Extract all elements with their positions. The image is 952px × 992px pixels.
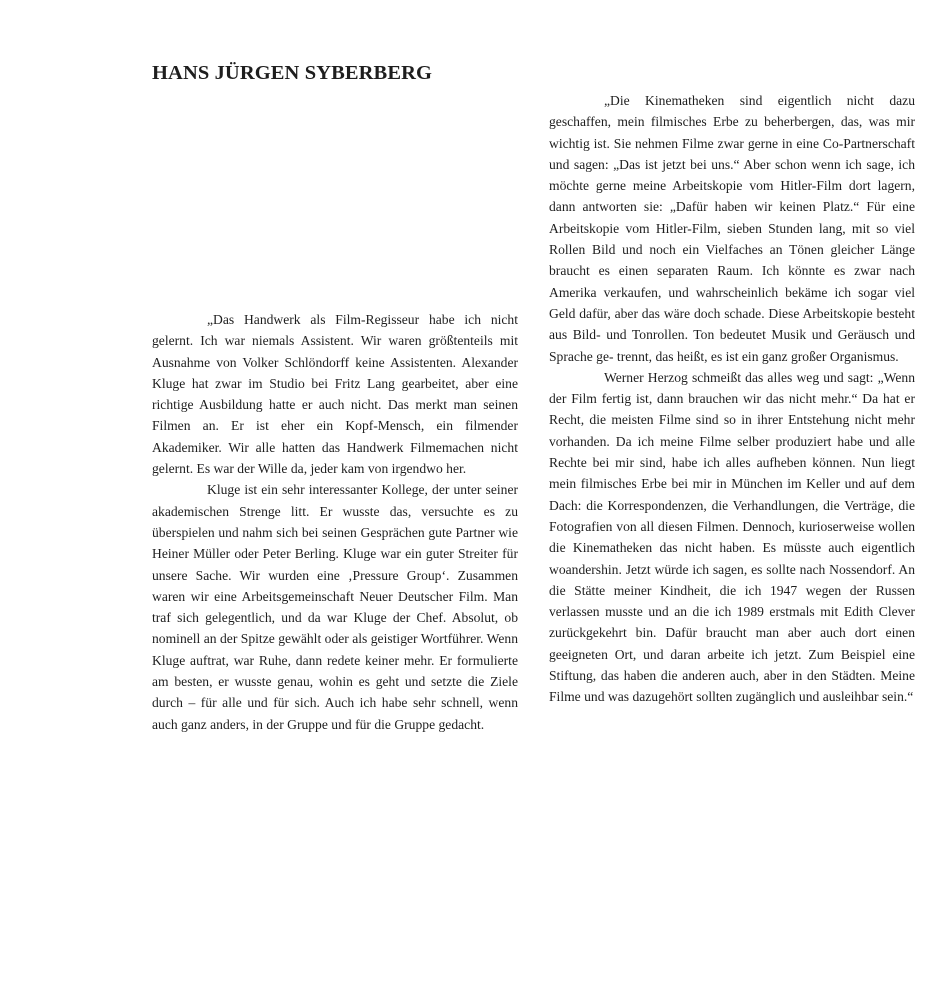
paragraph: „Das Handwerk als Film-Regisseur habe ich nicht gelernt. Ich war niemals Assistent. Wir waren größtenteils mit Ausnahme von Volker Schlöndorff keine Assistenten. Alexander Kluge hat zwar im Studio bei Fritz Lang gearbeitet, aber eine richtige Ausbildung hatte er auch nicht. Das merkt man seinen Filmen an. Er ist eher ein Kopf-Mensch, ein filmender Akademiker. Wir alle hatten das Handwerk Filmemachen nicht gelernt. Es war der Wille da, jeder kam von irgendwo her. — [152, 312, 518, 477]
paragraph: Werner Herzog schmeißt das alles weg und sagt: „Wenn der Film fertig ist, dann brauchen wir das nicht mehr.“ Da hat er Recht, die meisten Filme sind so in ihrer Entstehung nicht mehr vorhanden. Da ich meine Filme selber produziert habe und alle Rechte bei mir sind, habe ich alles aufheben können. Nun liegt mein filmisches Erbe bei mir in München im Keller und auf dem Dach: die Korrespondenzen, die Verhandlungen, die Verträge, die Fotografien von all diesen Filmen. Dennoch, kurioserweise wollen die Kinematheken das nicht haben. Es müsste auch eigentlich woandershin. Jetzt würde ich sagen, es sollte nach Nossendorf. An die Stätte meiner Kindheit, die ich 1947 wegen der Russen verlassen musste und an die ich 1989 erstmals mit Edith Clever zurückgekehrt bin. Dafür braucht man aber auch dort einen geeigneten Ort, und daran arbeite ich jetzt. Zum Beispiel eine Stiftung, das haben die anderen auch, aber in den Städten. Meine Filme und was dazugehört sollten zugänglich und ausleihbar sein.“ — [549, 369, 915, 705]
left-text-column — [152, 309, 518, 735]
page-title: HANS JÜRGEN SYBERBERG — [152, 62, 433, 84]
paragraph: Kluge ist ein sehr interessanter Kollege, der unter seiner akademischen Strenge litt. Er wusste das, versuchte es zu überspielen und nahm sich bei seinen Gesprächen gute Partner wie Heiner Müller oder Peter Berling. Kluge war ein guter Streiter für unsere Sache. Wir wurden eine ‚Pressure Group‘. Zusammen waren wir eine Arbeitsgemeinschaft Neuer Deutscher Film. Man traf sich gelegentlich, und da war Kluge der Chef. Absolut, ob nominell an der Spitze gewählt oder als geistiger Wortführer. Wenn Kluge auftrat, war Ruhe, dann redete keiner mehr. Er formulierte am besten, er wusste genau, wohin es geht und setzte die Ziele durch – für alle und für sich. Auch ich habe sehr schnell, wenn auch ganz anders, in der Gruppe und für die Gruppe gedacht. — [152, 482, 518, 732]
right-text-column — [549, 90, 915, 708]
paragraph: „Die Kinematheken sind eigentlich nicht dazu geschaffen, mein filmisches Erbe zu beherbergen, das, was mir wichtig ist. Sie nehmen Filme zwar gerne in eine Co-Partnerschaft und sagen: „Das ist jetzt bei uns.“ Aber schon wenn ich sage, ich möchte gerne meine Arbeitskopie vom Hitler-Film dort lagern, dann antworten sie: „Dafür haben wir keinen Platz.“ Für eine Arbeitskopie vom Hitler-Film, sieben Stunden lang, mit so viel Rollen Bild und noch ein Vielfaches an Tönen gleicher Länge braucht es einen separaten Raum. Ich könnte es zwar nach Amerika verkaufen, und wahrscheinlich bekäme ich sogar viel Geld dafür, aber das wäre doch schade. Diese Arbeitskopie besteht aus Bild- und Tonrollen. Ton bedeutet Musik und Geräusch und Sprache ge- trennt, das heißt, es ist ein ganz großer Organismus. — [549, 93, 915, 364]
